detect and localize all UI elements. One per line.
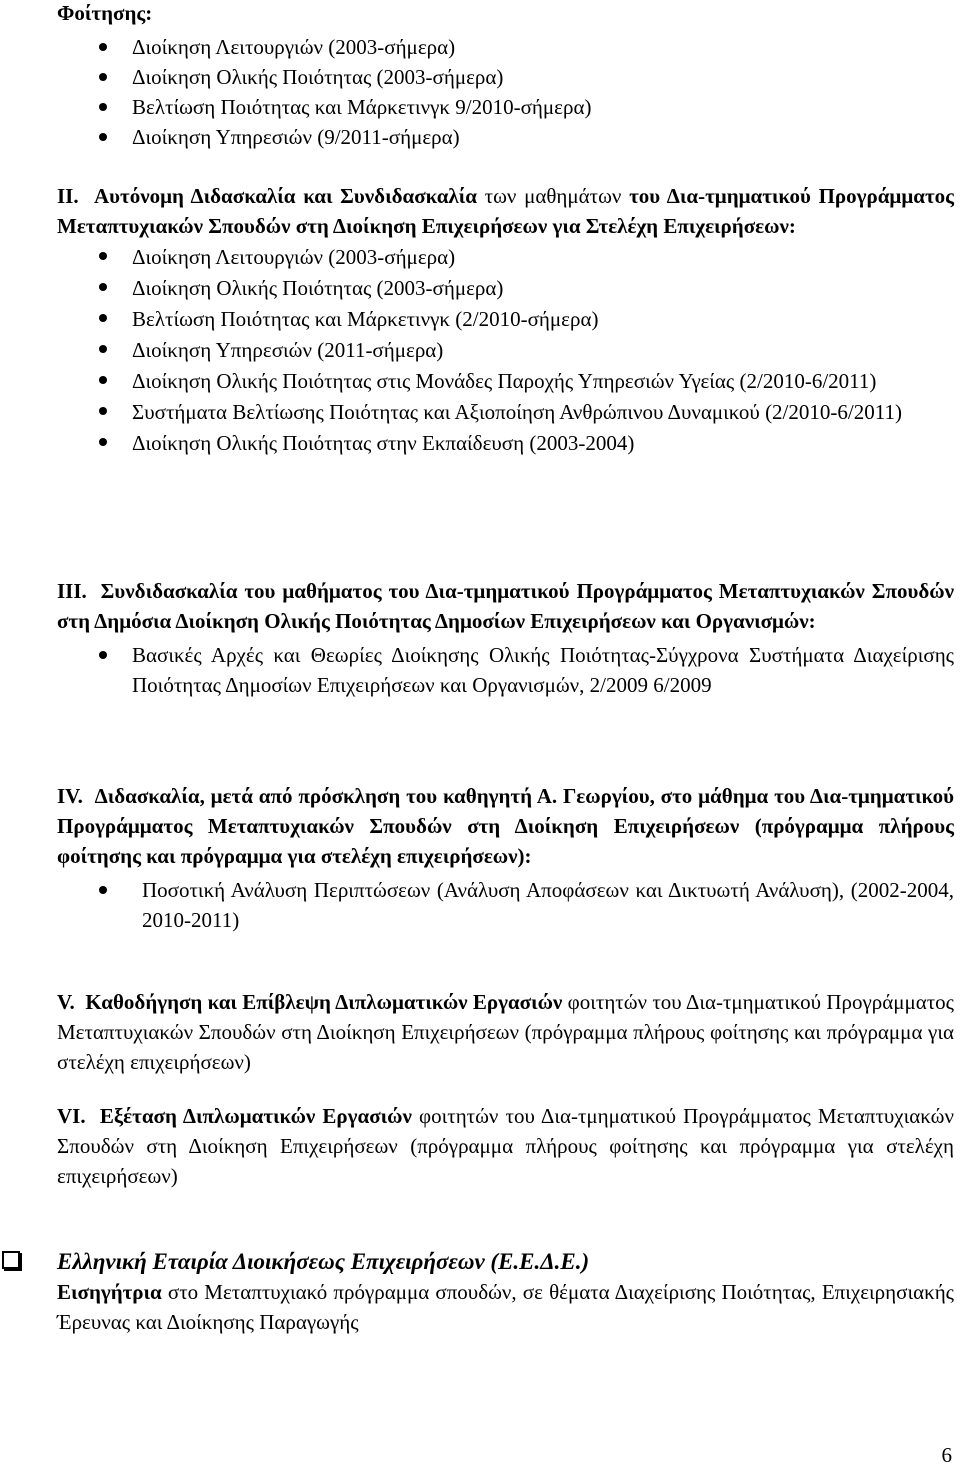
list-item: Διοίκηση Ολικής Ποιότητας (2003-σήμερα) <box>57 272 954 303</box>
section-heading-fragment: Φοίτησης: <box>57 1 153 25</box>
section-3-heading: ΙΙΙ. Συνδιδασκαλία του μαθήματος του Δια-τμηματικού Προγράμματος Μεταπτυχιακών Σπουδών στη Δημόσια Διοίκηση Ολικής Ποιότητας Δημοσίων Επιχειρήσεων και Οργανισμών: <box>57 579 955 633</box>
bullet-icon <box>99 314 107 322</box>
section-4 <box>57 781 954 935</box>
bullet-icon <box>99 133 107 141</box>
list-item: Βασικές Αρχές και Θεωρίες Διοίκησης Ολικής Ποιότητας-Σύγχρονα Συστήματα Διαχείρισης Ποιότητας Δημοσίων Επιχειρήσεων και Οργανισμών, 2/2009 6/2009 <box>57 636 954 700</box>
organization-title: Ελληνική Εταιρία Διοικήσεως Επιχειρήσεων (Ε.Ε.Δ.Ε.) <box>57 1249 590 1274</box>
section-6 <box>57 1101 954 1191</box>
list-item: Συστήματα Βελτίωσης Ποιότητας και Αξιοποίηση Ανθρώπινου Δυναμικού (2/2010-6/2011) <box>57 396 954 427</box>
list-teaching-1 <box>57 32 617 152</box>
list-item: Διοίκηση Λειτουργιών (2003-σήμερα) <box>57 32 617 62</box>
section-4-list <box>57 871 954 935</box>
checkbox-square-icon <box>2 1251 20 1269</box>
section-5-text: V. Καθοδήγηση και Επίβλεψη Διπλωματικών Εργασιών φοιτητών του Δια-τμηματικού Προγράμματος Μεταπτυχιακών Σπουδών στη Διοίκηση Επιχειρήσεων (πρόγραμμα πλήρους φοίτησης και πρόγραμμα για στελέχη επιχειρήσεων) <box>57 990 954 1074</box>
list-item: Διοίκηση Ολικής Ποιότητας στις Μονάδες Παροχής Υπηρεσιών Υγείας (2/2010-6/2011) <box>57 365 954 396</box>
list-item: Βελτίωση Ποιότητας και Μάρκετινγκ (2/2010-σήμερα) <box>57 303 954 334</box>
section-3-list <box>57 636 954 700</box>
section-4-heading: IV. Διδασκαλία, μετά από πρόσκληση του καθηγητή Α. Γεωργίου, στο μάθημα του Δια-τμηματικού Προγράμματος Μεταπτυχιακών Σπουδών στη Διοίκηση Επιχειρήσεων (πρόγραμμα πλήρους φοίτησης και πρόγραμμα για στελέχη επιχειρήσεων): <box>57 784 955 868</box>
bullet-icon <box>99 407 107 415</box>
section-3 <box>57 576 954 700</box>
list-item: Διοίκηση Ολικής Ποιότητας στην Εκπαίδευση (2003-2004) <box>57 427 954 458</box>
bullet-icon <box>99 252 107 260</box>
bullet-icon <box>99 886 107 894</box>
section-5 <box>57 987 954 1077</box>
list-item: Διοίκηση Υπηρεσιών (2011-σήμερα) <box>57 334 954 365</box>
page-number: 6 <box>941 1443 952 1467</box>
list-item: Διοίκηση Υπηρεσιών (9/2011-σήμερα) <box>57 122 617 152</box>
bullet-icon <box>99 376 107 384</box>
list-item: Ποσοτική Ανάλυση Περιπτώσεων (Ανάλυση Αποφάσεων και Δικτυωτή Ανάλυση), (2002-2004, 2010-2011) <box>57 871 954 935</box>
organization-entry <box>57 1247 954 1337</box>
bullet-icon <box>99 438 107 446</box>
section-6-text: VI. Εξέταση Διπλωματικών Εργασιών φοιτητών του Δια-τμηματικού Προγράμματος Μεταπτυχιακών Σπουδών στη Διοίκηση Επιχειρήσεων (πρόγραμμα πλήρους φοίτησης και πρόγραμμα για στελέχη επιχειρήσεων) <box>57 1104 954 1188</box>
bullet-icon <box>99 345 107 353</box>
section-2 <box>57 181 954 458</box>
list-item: Διοίκηση Λειτουργιών (2003-σήμερα) <box>57 241 954 272</box>
bullet-icon <box>99 651 107 659</box>
bullet-icon <box>99 73 107 81</box>
list-item: Βελτίωση Ποιότητας και Μάρκετινγκ 9/2010-σήμερα) <box>57 92 617 122</box>
bullet-icon <box>99 103 107 111</box>
section-2-heading: ΙΙ. Αυτόνομη Διδασκαλία και Συνδιδασκαλία των μαθημάτων του Δια-τμηματικού Προγράμματος Μεταπτυχιακών Σπουδών στη Διοίκηση Επιχειρήσεων για Στελέχη Επιχειρήσεων: <box>57 184 954 238</box>
organization-description: Εισηγήτρια στο Μεταπτυχιακό πρόγραμμα σπουδών, σε θέματα Διαχείρισης Ποιότητας, Επιχειρησιακής Έρευνας και Διοίκησης Παραγωγής <box>57 1280 954 1334</box>
list-item: Διοίκηση Ολικής Ποιότητας (2003-σήμερα) <box>57 62 617 92</box>
bullet-icon <box>99 43 107 51</box>
section-2-list <box>57 241 954 458</box>
bullet-icon <box>99 283 107 291</box>
